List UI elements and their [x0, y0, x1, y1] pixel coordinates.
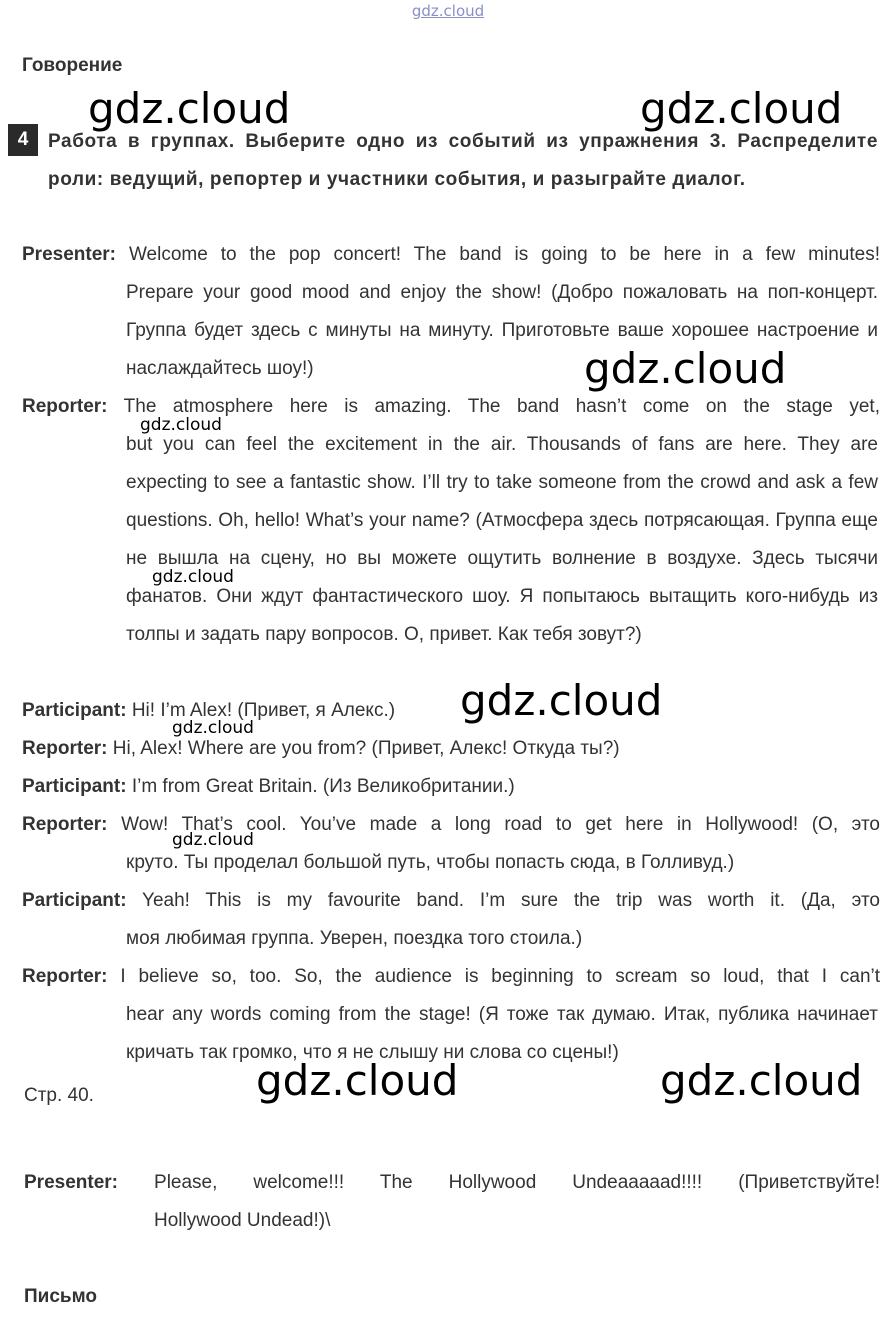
dialogue-continuation-presenter-1: Prepare your good mood and enjoy the show! (Добро пожаловать на поп-концерт. Группа будет здесь с минуты на минуту. Приготовьте ваше хорошее настроение и наслаждайтесь шоу!) — [126, 282, 878, 379]
line-text: The atmosphere here is amazing. The band hasn’t come on the stage yet, — [123, 396, 880, 417]
speaker-label: Participant: — [22, 700, 127, 721]
watermark: gdz.cloud — [88, 84, 291, 133]
watermark: gdz.cloud — [140, 415, 222, 435]
page-reference: Стр. 40. — [24, 1085, 94, 1106]
watermark: gdz.cloud — [172, 718, 254, 738]
line-text: Welcome to the pop concert! The band is going to be here in a few minutes! — [128, 244, 880, 265]
watermark: gdz.cloud — [172, 830, 254, 850]
task-number-badge: 4 — [8, 124, 38, 156]
speaker-label: Reporter: — [22, 966, 108, 987]
dialogue-line-reporter-4 — [22, 958, 880, 996]
dialogue-line-participant-2 — [22, 768, 515, 806]
dialogue-continuation-participant-3: моя любимая группа. Уверен, поездка того стоила.) — [126, 928, 583, 949]
watermark: gdz.cloud — [256, 1056, 459, 1105]
dialogue-continuation-reporter-1: but you can feel the excitement in the air. Thousands of fans are here. They are expecting to see a fantastic show. I’ll try to take someone from the crowd and ask a few questions. Oh, hello! What’s your name? (Атмосфера здесь потрясающая. Группа еще не вышла на сцену, но вы можете ощутить волнение в воздухе. Здесь тысячи фанатов. Они ждут фантастического шоу. Я попытаюсь вытащить кого-нибудь из толпы и задать пару вопросов. О, привет. Как тебя зовут?) — [126, 434, 878, 645]
line-text: Please, welcome!!! The Hollywood Undeaaaaad!!!! (Приветствуйте! — [154, 1172, 881, 1193]
dialogue-line-reporter-2 — [22, 730, 620, 768]
line-text: Yeah! This is my favourite band. I’m sure the trip was worth it. (Да, это — [142, 890, 880, 911]
watermark: gdz.cloud — [660, 1056, 863, 1105]
dialogue-continuation-presenter-2: Hollywood Undead!)\ — [154, 1210, 331, 1231]
watermark: gdz.cloud — [584, 344, 787, 393]
speaker-label: Reporter: — [22, 814, 108, 835]
speaker-label: Reporter: — [22, 396, 108, 417]
line-text: I’m from Great Britain. (Из Великобритании.) — [131, 776, 515, 797]
dialogue-continuation-reporter-3: круто. Ты проделал большой путь, чтобы попасть сюда, в Голливуд.) — [126, 852, 735, 873]
speaker-label: Participant: — [22, 890, 127, 911]
speaker-label: Presenter: — [22, 244, 116, 265]
section-heading-writing: Письмо — [24, 1286, 97, 1307]
section-heading-speaking: Говорение — [22, 55, 123, 76]
dialogue-line-participant-3 — [22, 882, 880, 920]
line-text: I believe so, too. So, the audience is beginning to scream so loud, that I can’t — [120, 966, 881, 987]
dialogue-line-reporter-3 — [22, 806, 880, 844]
line-text: Hi! I’m Alex! (Привет, я Алекс.) — [131, 700, 396, 721]
dialogue-line-presenter-1 — [22, 236, 880, 274]
dialogue-line-presenter-2 — [24, 1164, 880, 1202]
speaker-label: Reporter: — [22, 738, 108, 759]
speaker-label: Presenter: — [24, 1172, 118, 1193]
dialogue-continuation-reporter-4: hear any words coming from the stage! (Я тоже так думаю. Итак, публика начинает кричать так громко, что я не слышу ни слова со сцены!) — [126, 1004, 878, 1063]
line-text: Hi, Alex! Where are you from? (Привет, Алекс! Откуда ты?) — [112, 738, 620, 759]
watermark: gdz.cloud — [460, 676, 663, 725]
watermark: gdz.cloud — [152, 567, 234, 587]
task-instructions: Работа в группах. Выберите одно из событий из упражнения 3. Распределите роли: ведущий, репортер и участники события, и разыграйте диалог. — [48, 131, 878, 190]
top-watermark-link[interactable]: gdz.cloud — [411, 2, 485, 20]
watermark: gdz.cloud — [640, 84, 843, 133]
line-text: Wow! That’s cool. You’ve made a long road to get here in Hollywood! (О, это — [121, 814, 880, 835]
speaker-label: Participant: — [22, 776, 127, 797]
